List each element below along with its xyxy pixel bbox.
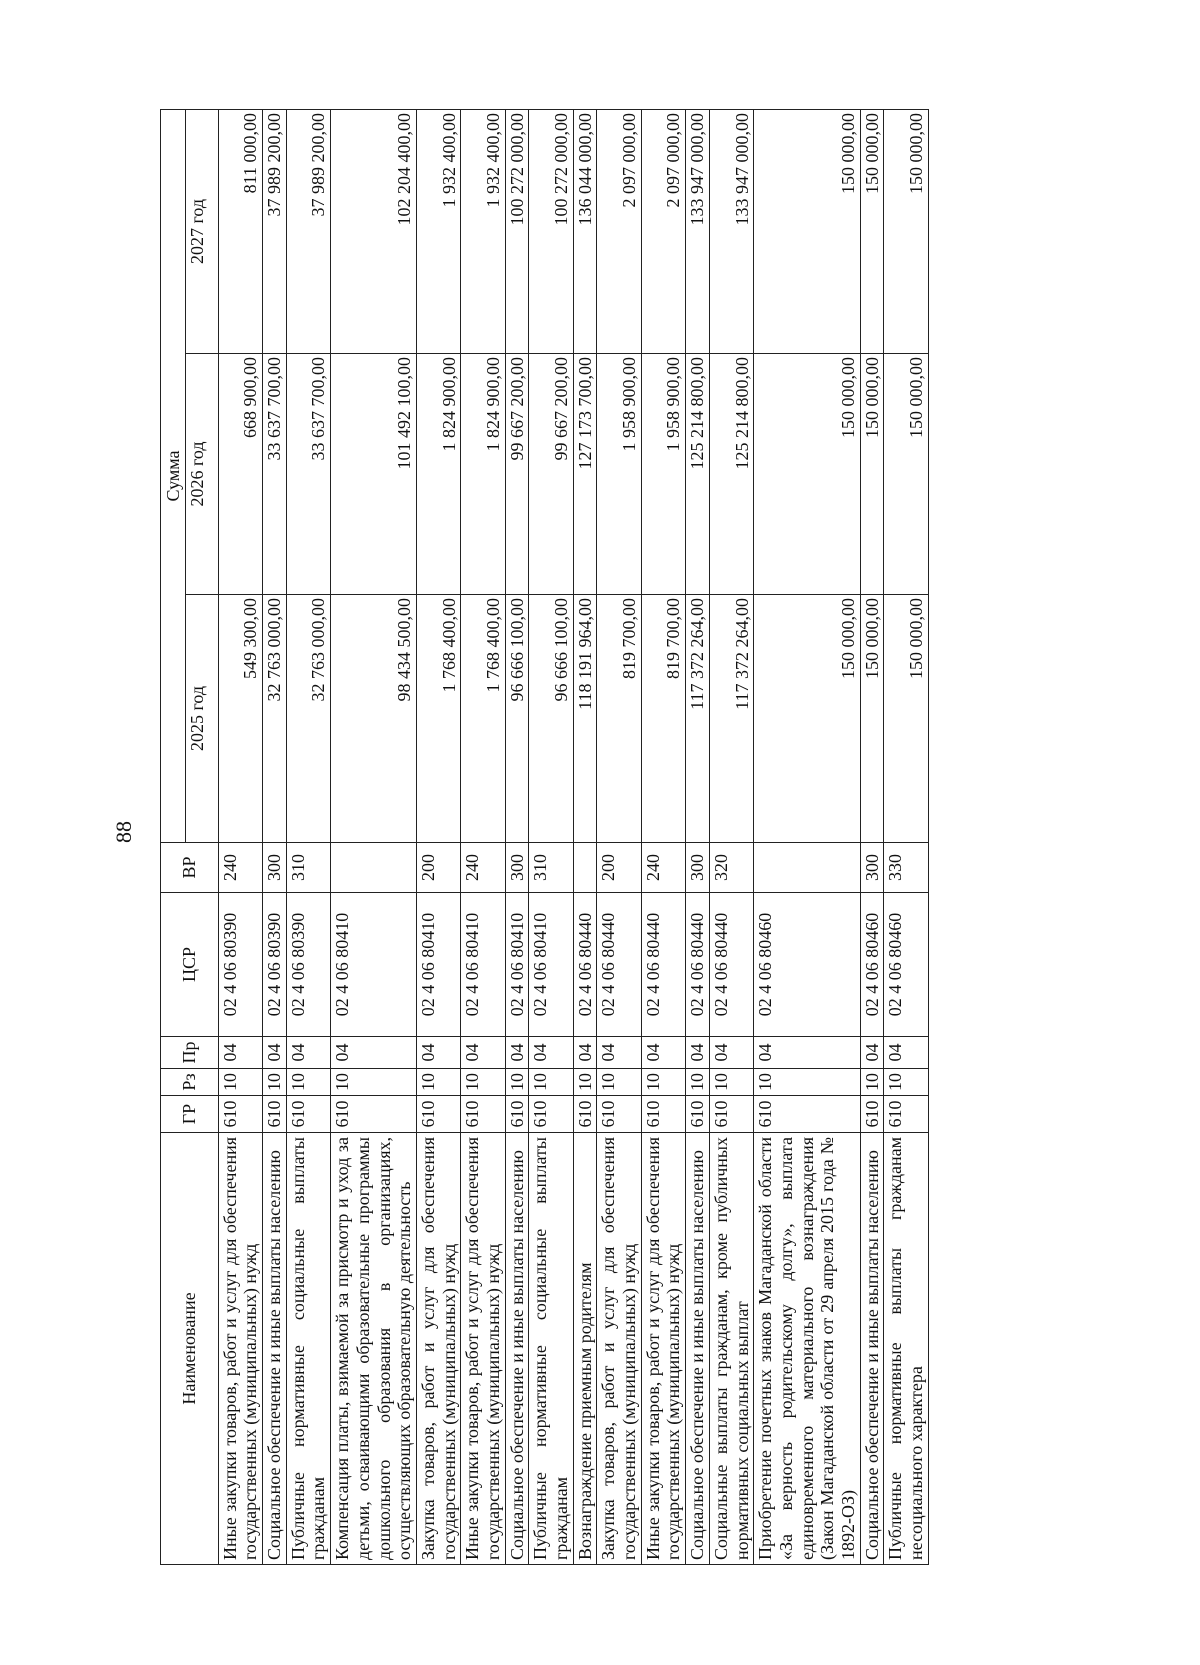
row-gr: 610 — [218, 1096, 262, 1133]
row-amount-2027: 136 044 000,00 — [573, 109, 597, 353]
table-row — [505, 109, 529, 1564]
row-rz: 10 — [709, 1069, 753, 1096]
row-name: Вознаграждение приемным родителям — [573, 1133, 597, 1565]
row-amount-2025: 32 763 000,00 — [286, 595, 330, 843]
row-rz: 10 — [263, 1069, 287, 1096]
row-csr: 02 4 06 80440 — [597, 893, 641, 1037]
row-vr: 240 — [218, 843, 262, 893]
row-amount-2027: 133 947 000,00 — [686, 109, 710, 353]
row-gr: 610 — [263, 1096, 287, 1133]
row-amount-2026: 150 000,00 — [884, 354, 928, 595]
row-amount-2025: 32 763 000,00 — [263, 595, 287, 843]
row-pr: 04 — [505, 1037, 529, 1069]
row-amount-2027: 133 947 000,00 — [709, 109, 753, 353]
row-name: Социальное обеспечение и иные выплаты населению — [505, 1133, 529, 1565]
header-sum: Сумма — [161, 109, 186, 842]
row-amount-2026: 99 667 200,00 — [529, 354, 573, 595]
row-rz: 10 — [331, 1069, 417, 1096]
budget-table — [160, 109, 929, 1565]
row-name: Иные закупки товаров, работ и услуг для обеспечения государственных (муниципальных) нужд — [218, 1133, 262, 1565]
row-amount-2027: 2 097 000,00 — [641, 109, 685, 353]
row-vr: 240 — [641, 843, 685, 893]
row-csr: 02 4 06 80440 — [573, 893, 597, 1037]
row-amount-2026: 33 637 700,00 — [263, 354, 287, 595]
row-name: Приобретение почетных знаков Магаданской области «За верность родительскому долгу», выплата единовременного материального вознаграждения (Закон Магаданской области от 29 апреля 2015 года № 1892-ОЗ) — [754, 1133, 860, 1565]
table-row — [218, 109, 262, 1564]
row-name: Публичные нормативные выплаты гражданам несоциального характера — [884, 1133, 928, 1565]
row-name: Иные закупки товаров, работ и услуг для обеспечения государственных (муниципальных) нужд — [641, 1133, 685, 1565]
row-gr: 610 — [573, 1096, 597, 1133]
row-csr: 02 4 06 80460 — [884, 893, 928, 1037]
row-vr: 300 — [505, 843, 529, 893]
row-amount-2026: 1 824 900,00 — [416, 354, 460, 595]
row-pr: 04 — [860, 1037, 884, 1069]
row-amount-2026: 1 958 900,00 — [597, 354, 641, 595]
row-amount-2025: 150 000,00 — [754, 595, 860, 843]
row-vr — [754, 843, 860, 893]
row-vr: 240 — [461, 843, 505, 893]
header-vr: ВР — [161, 843, 219, 893]
row-rz: 10 — [416, 1069, 460, 1096]
row-rz: 10 — [754, 1069, 860, 1096]
table-row — [416, 109, 460, 1564]
row-name: Закупка товаров, работ и услуг для обеспечения государственных (муниципальных) нужд — [597, 1133, 641, 1565]
row-amount-2026: 99 667 200,00 — [505, 354, 529, 595]
row-pr: 04 — [286, 1037, 330, 1069]
row-name: Социальное обеспечение и иные выплаты населению — [686, 1133, 710, 1565]
row-amount-2025: 150 000,00 — [860, 595, 884, 843]
row-name: Иные закупки товаров, работ и услуг для обеспечения государственных (муниципальных) нужд — [461, 1133, 505, 1565]
row-csr: 02 4 06 80440 — [686, 893, 710, 1037]
table-row — [286, 109, 330, 1564]
table-row — [461, 109, 505, 1564]
row-pr: 04 — [416, 1037, 460, 1069]
row-amount-2027: 102 204 400,00 — [331, 109, 417, 353]
row-amount-2026: 125 214 800,00 — [686, 354, 710, 595]
row-csr: 02 4 06 80410 — [331, 893, 417, 1037]
row-gr: 610 — [461, 1096, 505, 1133]
table-row — [884, 109, 928, 1564]
row-vr: 310 — [286, 843, 330, 893]
row-amount-2027: 150 000,00 — [884, 109, 928, 353]
row-amount-2026: 150 000,00 — [860, 354, 884, 595]
header-rz: Рз — [161, 1069, 219, 1096]
row-pr: 04 — [686, 1037, 710, 1069]
row-vr: 300 — [860, 843, 884, 893]
row-vr: 300 — [263, 843, 287, 893]
row-amount-2026: 1 824 900,00 — [461, 354, 505, 595]
row-amount-2027: 100 272 000,00 — [505, 109, 529, 353]
row-rz: 10 — [573, 1069, 597, 1096]
row-pr: 04 — [529, 1037, 573, 1069]
header-year-2025: 2025 год — [185, 595, 218, 843]
row-amount-2025: 1 768 400,00 — [461, 595, 505, 843]
row-pr: 04 — [331, 1037, 417, 1069]
table-body — [218, 109, 928, 1564]
row-pr: 04 — [641, 1037, 685, 1069]
row-csr: 02 4 06 80460 — [754, 893, 860, 1037]
page-number: 88 — [111, 821, 136, 843]
table-row — [860, 109, 884, 1564]
row-rz: 10 — [286, 1069, 330, 1096]
row-csr: 02 4 06 80440 — [709, 893, 753, 1037]
row-vr: 300 — [686, 843, 710, 893]
table-row — [597, 109, 641, 1564]
row-amount-2027: 2 097 000,00 — [597, 109, 641, 353]
table-row — [573, 109, 597, 1564]
table-row — [754, 109, 860, 1564]
row-vr — [573, 843, 597, 893]
table-row — [529, 109, 573, 1564]
row-rz: 10 — [597, 1069, 641, 1096]
header-name: Наименование — [161, 1133, 219, 1565]
row-gr: 610 — [754, 1096, 860, 1133]
row-amount-2026: 125 214 800,00 — [709, 354, 753, 595]
row-csr: 02 4 06 80390 — [218, 893, 262, 1037]
row-name: Публичные нормативные социальные выплаты гражданам — [286, 1133, 330, 1565]
table-row — [709, 109, 753, 1564]
row-gr: 610 — [529, 1096, 573, 1133]
row-vr: 200 — [416, 843, 460, 893]
row-gr: 610 — [884, 1096, 928, 1133]
rotated-table-container — [160, 110, 1067, 1565]
row-amount-2026: 668 900,00 — [218, 354, 262, 595]
row-gr: 610 — [505, 1096, 529, 1133]
row-csr: 02 4 06 80410 — [461, 893, 505, 1037]
table-row — [263, 109, 287, 1564]
row-amount-2025: 117 372 264,00 — [709, 595, 753, 843]
row-gr: 610 — [641, 1096, 685, 1133]
header-pr: Пр — [161, 1037, 219, 1069]
row-csr: 02 4 06 80410 — [416, 893, 460, 1037]
row-rz: 10 — [641, 1069, 685, 1096]
row-rz: 10 — [461, 1069, 505, 1096]
row-name: Закупка товаров, работ и услуг для обеспечения государственных (муниципальных) нужд — [416, 1133, 460, 1565]
row-name: Публичные нормативные социальные выплаты гражданам — [529, 1133, 573, 1565]
row-amount-2027: 1 932 400,00 — [461, 109, 505, 353]
row-pr: 04 — [218, 1037, 262, 1069]
row-amount-2026: 33 637 700,00 — [286, 354, 330, 595]
row-amount-2027: 150 000,00 — [860, 109, 884, 353]
row-vr: 320 — [709, 843, 753, 893]
row-amount-2027: 811 000,00 — [218, 109, 262, 353]
row-gr: 610 — [709, 1096, 753, 1133]
row-rz: 10 — [218, 1069, 262, 1096]
row-rz: 10 — [686, 1069, 710, 1096]
row-csr: 02 4 06 80390 — [263, 893, 287, 1037]
row-csr: 02 4 06 80410 — [529, 893, 573, 1037]
row-amount-2026: 1 958 900,00 — [641, 354, 685, 595]
row-pr: 04 — [461, 1037, 505, 1069]
row-csr: 02 4 06 80410 — [505, 893, 529, 1037]
row-amount-2026: 127 173 700,00 — [573, 354, 597, 595]
row-rz: 10 — [860, 1069, 884, 1096]
row-gr: 610 — [686, 1096, 710, 1133]
row-amount-2027: 100 272 000,00 — [529, 109, 573, 353]
row-gr: 610 — [597, 1096, 641, 1133]
row-amount-2025: 549 300,00 — [218, 595, 262, 843]
row-rz: 10 — [884, 1069, 928, 1096]
header-year-2027: 2027 год — [185, 109, 218, 353]
row-amount-2026: 150 000,00 — [754, 354, 860, 595]
row-gr: 610 — [331, 1096, 417, 1133]
row-gr: 610 — [860, 1096, 884, 1133]
row-pr: 04 — [709, 1037, 753, 1069]
row-name: Социальное обеспечение и иные выплаты населению — [860, 1133, 884, 1565]
row-amount-2027: 37 989 200,00 — [263, 109, 287, 353]
row-pr: 04 — [884, 1037, 928, 1069]
row-amount-2025: 96 666 100,00 — [505, 595, 529, 843]
table-row — [686, 109, 710, 1564]
table-header-row — [161, 109, 186, 1564]
row-amount-2026: 101 492 100,00 — [331, 354, 417, 595]
row-pr: 04 — [263, 1037, 287, 1069]
row-rz: 10 — [505, 1069, 529, 1096]
header-year-2026: 2026 год — [185, 354, 218, 595]
row-pr: 04 — [597, 1037, 641, 1069]
row-gr: 610 — [416, 1096, 460, 1133]
header-gr: ГР — [161, 1096, 219, 1133]
table-row — [331, 109, 417, 1564]
row-amount-2025: 117 372 264,00 — [686, 595, 710, 843]
row-amount-2025: 819 700,00 — [641, 595, 685, 843]
row-name: Компенсация платы, взимаемой за присмотр и уход за детьми, осваивающими образовательные программы дошкольного образования в организациях, осуществляющих образовательную деятельность — [331, 1133, 417, 1565]
row-amount-2027: 150 000,00 — [754, 109, 860, 353]
row-amount-2027: 1 932 400,00 — [416, 109, 460, 353]
table-row — [641, 109, 685, 1564]
row-vr: 200 — [597, 843, 641, 893]
row-gr: 610 — [286, 1096, 330, 1133]
row-vr: 330 — [884, 843, 928, 893]
row-amount-2025: 819 700,00 — [597, 595, 641, 843]
row-vr — [331, 843, 417, 893]
row-csr: 02 4 06 80460 — [860, 893, 884, 1037]
header-csr: ЦСР — [161, 893, 219, 1037]
row-name: Социальное обеспечение и иные выплаты населению — [263, 1133, 287, 1565]
row-amount-2025: 118 191 964,00 — [573, 595, 597, 843]
row-amount-2027: 37 989 200,00 — [286, 109, 330, 353]
row-amount-2025: 1 768 400,00 — [416, 595, 460, 843]
row-amount-2025: 150 000,00 — [884, 595, 928, 843]
row-pr: 04 — [754, 1037, 860, 1069]
row-amount-2025: 96 666 100,00 — [529, 595, 573, 843]
row-amount-2025: 98 434 500,00 — [331, 595, 417, 843]
row-rz: 10 — [529, 1069, 573, 1096]
row-name: Социальные выплаты гражданам, кроме публичных нормативных социальных выплат — [709, 1133, 753, 1565]
row-csr: 02 4 06 80440 — [641, 893, 685, 1037]
row-vr: 310 — [529, 843, 573, 893]
row-csr: 02 4 06 80390 — [286, 893, 330, 1037]
row-pr: 04 — [573, 1037, 597, 1069]
